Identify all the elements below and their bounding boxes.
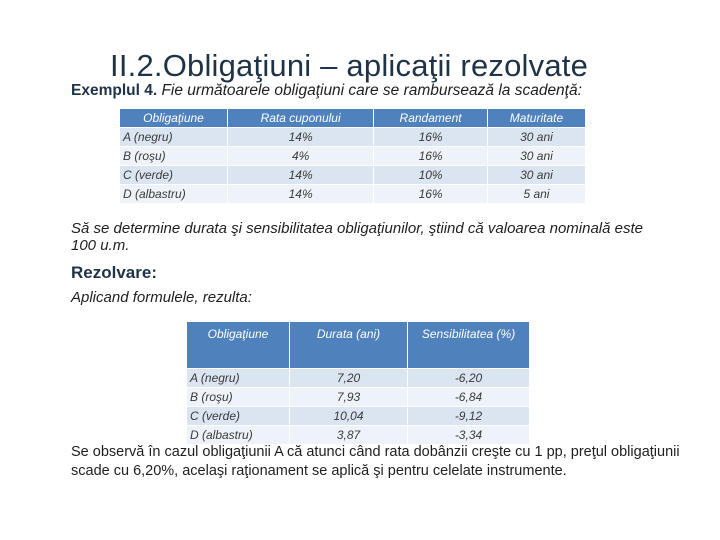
results-header-sensibilitatea: Sensibilitatea (%) (408, 322, 530, 369)
results-header-obligatiune: Obligaţiune (187, 322, 290, 369)
results-table (186, 321, 530, 445)
example-text: Fie următoarele obligaţiuni care se rambursează la scadenţă: (161, 82, 582, 99)
example-heading (71, 82, 582, 100)
rezolvare-heading: Rezolvare: (71, 263, 157, 282)
table-row (187, 369, 530, 388)
duration-cell: 3,87 (290, 426, 408, 445)
yield-cell: 16% (374, 147, 488, 166)
bonds-table (119, 108, 586, 204)
table-row (120, 185, 586, 204)
bond-name-cell: B (roşu) (120, 147, 228, 166)
table-row (120, 147, 586, 166)
bond-name-cell: C (verde) (187, 407, 290, 426)
maturity-cell: 5 ani (487, 185, 585, 204)
bonds-header-obligatiune: Obligaţiune (120, 109, 228, 128)
maturity-cell: 30 ani (487, 147, 585, 166)
sensitivity-cell: -6,84 (408, 388, 530, 407)
yield-cell: 16% (374, 185, 488, 204)
coupon-rate-cell: 4% (228, 147, 374, 166)
slide-title: II.2.Obligaţiuni – aplicaţii rezolvate (110, 48, 589, 83)
yield-cell: 10% (374, 166, 488, 185)
sensitivity-cell: -9,12 (408, 407, 530, 426)
yield-cell: 16% (374, 128, 488, 147)
maturity-cell: 30 ani (487, 128, 585, 147)
table-row (120, 128, 586, 147)
sensitivity-cell: -3,34 (408, 426, 530, 445)
bond-name-cell: B (roşu) (187, 388, 290, 407)
bond-name-cell: D (albastru) (187, 426, 290, 445)
coupon-rate-cell: 14% (228, 166, 374, 185)
bonds-header-rata-cuponului: Rata cuponului (228, 109, 374, 128)
conclusion-text: Se observă în cazul obligaţiunii A că atunci când rata dobânzii creşte cu 1 pp, preţul obligaţiunii scade cu 6,20%, acelaşi raţionament se aplică şi pentru celelate instrumente. (71, 444, 680, 479)
table-row (120, 166, 586, 185)
bond-name-cell: D (albastru) (120, 185, 228, 204)
aplicand-text: Aplicand formulele, rezulta: (71, 289, 252, 306)
table-row (187, 388, 530, 407)
duration-cell: 10,04 (290, 407, 408, 426)
coupon-rate-cell: 14% (228, 128, 374, 147)
duration-cell: 7,20 (290, 369, 408, 388)
bond-name-cell: C (verde) (120, 166, 228, 185)
example-label: Exemplul 4. (71, 82, 158, 99)
bond-name-cell: A (negru) (120, 128, 228, 147)
coupon-rate-cell: 14% (228, 185, 374, 204)
results-header-durata: Durata (ani) (290, 322, 408, 369)
table-row (187, 426, 530, 445)
bonds-header-randament: Randament (374, 109, 488, 128)
question-text: Să se determine durata şi sensibilitatea obligaţiunilor, ştiind că valoarea nominală este 100 u.m. (71, 220, 643, 254)
bond-name-cell: A (negru) (187, 369, 290, 388)
table-row (187, 407, 530, 426)
sensitivity-cell: -6,20 (408, 369, 530, 388)
duration-cell: 7,93 (290, 388, 408, 407)
bonds-table-header-row (120, 109, 586, 128)
maturity-cell: 30 ani (487, 166, 585, 185)
bonds-header-maturitate: Maturitate (487, 109, 585, 128)
results-table-header-row (187, 322, 530, 369)
